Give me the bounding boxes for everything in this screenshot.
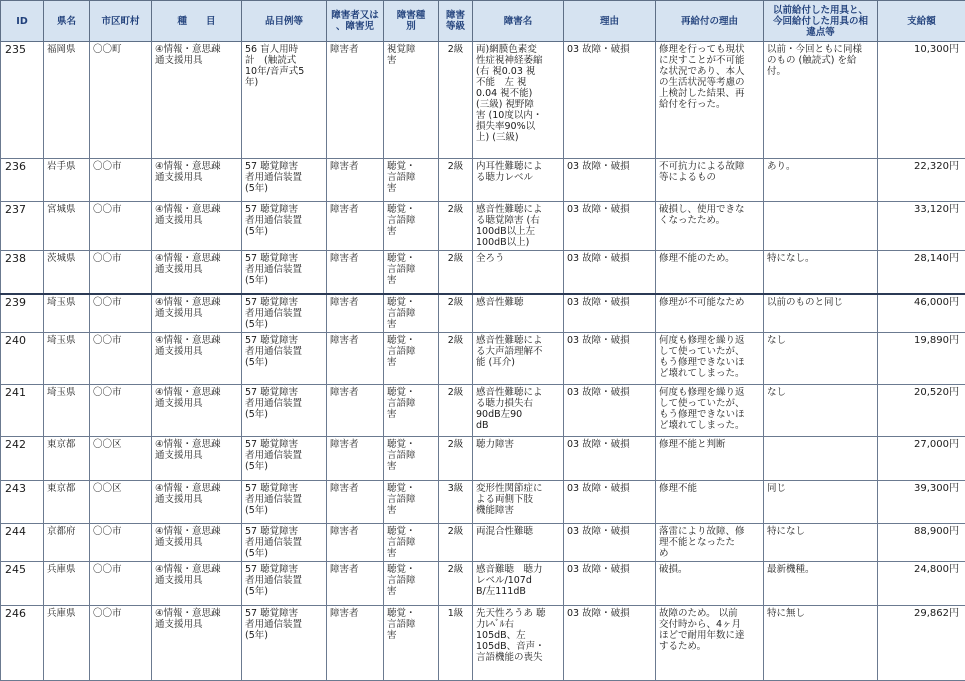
cell-item-example: 57 聴覚障害 者用通信装置 (5年)	[242, 332, 327, 384]
cell-item-example: 56 盲人用時 計 (触読式 10年/音声式5 年)	[242, 42, 327, 159]
cell-municipality: 〇〇市	[90, 159, 152, 202]
table-row	[1, 159, 965, 202]
cell-disability-type: 聴覚・ 言語障 害	[384, 436, 439, 480]
cell-municipality: 〇〇区	[90, 480, 152, 523]
table-row	[1, 605, 965, 680]
cell-person-type: 障害者	[327, 561, 384, 605]
cell-person-type: 障害者	[327, 294, 384, 333]
cell-reissue-reason: 落雷により故障、修 理不能となったた め	[656, 523, 764, 561]
cell-disability-type: 聴覚・ 言語障 害	[384, 384, 439, 436]
cell-prefecture: 京都府	[44, 523, 90, 561]
cell-disability-name: 聴力障害	[473, 436, 564, 480]
cell-item-example: 57 聴覚障害 者用通信装置 (5年)	[242, 202, 327, 251]
cell-difference: 特に無し	[764, 605, 878, 680]
cell-difference: 以前のものと同じ	[764, 294, 878, 333]
cell-id: 245	[1, 561, 44, 605]
cell-item-example: 57 聴覚障害 者用通信装置 (5年)	[242, 384, 327, 436]
table-row	[1, 251, 965, 294]
cell-prefecture: 宮城県	[44, 202, 90, 251]
cell-reason: 03 故障・破損	[564, 561, 656, 605]
cell-difference: 以前・今回ともに同様 のもの (触読式) を給 付。	[764, 42, 878, 159]
cell-municipality: 〇〇町	[90, 42, 152, 159]
table-row	[1, 332, 965, 384]
cell-reissue-reason: 何度も修理を繰り返 して使っていたが、 もう修理できないほ ど壊れてしまった。	[656, 384, 764, 436]
cell-reason: 03 故障・破損	[564, 42, 656, 159]
cell-reissue-reason: 修理不能	[656, 480, 764, 523]
cell-disability-grade: 2級	[439, 561, 473, 605]
cell-reason: 03 故障・破損	[564, 332, 656, 384]
cell-id: 244	[1, 523, 44, 561]
cell-reissue-reason: 修理を行っても現状 に戻すことが不可能 な状況であり、本人 の生活状況等考慮の 上検討した結果、再 給付を行った。	[656, 42, 764, 159]
cell-amount: 39,300円	[878, 480, 965, 523]
header-row	[1, 1, 965, 42]
cell-person-type: 障害者	[327, 159, 384, 202]
cell-disability-grade: 2級	[439, 294, 473, 333]
cell-reissue-reason: 修理不能のため。	[656, 251, 764, 294]
cell-disability-type: 聴覚・ 言語障 害	[384, 159, 439, 202]
cell-person-type: 障害者	[327, 384, 384, 436]
cell-difference	[764, 436, 878, 480]
cell-category: ④情報・意思疎 通支援用具	[152, 561, 242, 605]
cell-municipality: 〇〇市	[90, 294, 152, 333]
cell-disability-name: 感音性難聴	[473, 294, 564, 333]
cell-disability-name: 感音性難聴によ る大声語理解不 能 (耳介)	[473, 332, 564, 384]
cell-category: ④情報・意思疎 通支援用具	[152, 42, 242, 159]
table-row	[1, 384, 965, 436]
cell-disability-grade: 2級	[439, 384, 473, 436]
cell-reason: 03 故障・破損	[564, 251, 656, 294]
cell-person-type: 障害者	[327, 42, 384, 159]
cell-id: 240	[1, 332, 44, 384]
cell-id: 238	[1, 251, 44, 294]
cell-id: 241	[1, 384, 44, 436]
cell-amount: 46,000円	[878, 294, 965, 333]
cell-disability-name: 感音難聴 聴力 レベル/107d B/左111dB	[473, 561, 564, 605]
cell-disability-name: 両混合性難聴	[473, 523, 564, 561]
table-row	[1, 202, 965, 251]
cell-municipality: 〇〇市	[90, 251, 152, 294]
table-row	[1, 294, 965, 333]
cell-difference: なし	[764, 384, 878, 436]
cell-disability-grade: 2級	[439, 202, 473, 251]
cell-id: 237	[1, 202, 44, 251]
cell-reason: 03 故障・破損	[564, 480, 656, 523]
cell-person-type: 障害者	[327, 605, 384, 680]
cell-disability-grade: 2級	[439, 251, 473, 294]
table-row	[1, 480, 965, 523]
cell-prefecture: 東京都	[44, 480, 90, 523]
header-item-example: 品目例等	[242, 1, 327, 42]
cell-disability-type: 聴覚・ 言語障 害	[384, 294, 439, 333]
cell-prefecture: 福岡県	[44, 42, 90, 159]
header-difference: 以前給付した用具と、 今回給付した用具の相 違点等	[764, 1, 878, 42]
header-prefecture: 県名	[44, 1, 90, 42]
cell-item-example: 57 聴覚障害 者用通信装置 (5年)	[242, 523, 327, 561]
cell-amount: 29,862円	[878, 605, 965, 680]
cell-municipality: 〇〇市	[90, 202, 152, 251]
cell-municipality: 〇〇市	[90, 605, 152, 680]
cell-disability-grade: 2級	[439, 436, 473, 480]
cell-prefecture: 兵庫県	[44, 605, 90, 680]
header-category: 種 目	[152, 1, 242, 42]
cell-disability-name: 内耳性難聴によ る聴力レベル	[473, 159, 564, 202]
cell-amount: 27,000円	[878, 436, 965, 480]
cell-reissue-reason: 修理不能と判断	[656, 436, 764, 480]
header-reason: 理由	[564, 1, 656, 42]
cell-reissue-reason: 破損。	[656, 561, 764, 605]
cell-item-example: 57 聴覚障害 者用通信装置 (5年)	[242, 251, 327, 294]
cell-disability-name: 感音性難聴によ る聴覚障害 (右 100dB以上左 100dB以上)	[473, 202, 564, 251]
table-row	[1, 436, 965, 480]
cell-reissue-reason: 何度も修理を繰り返 して使っていたが、 もう修理できないほ ど壊れてしまった。	[656, 332, 764, 384]
cell-item-example: 57 聴覚障害 者用通信装置 (5年)	[242, 436, 327, 480]
cell-amount: 22,320円	[878, 159, 965, 202]
cell-municipality: 〇〇市	[90, 384, 152, 436]
cell-disability-type: 聴覚・ 言語障 害	[384, 523, 439, 561]
cell-disability-name: 全ろう	[473, 251, 564, 294]
cell-prefecture: 兵庫県	[44, 561, 90, 605]
cell-category: ④情報・意思疎 通支援用具	[152, 436, 242, 480]
cell-id: 242	[1, 436, 44, 480]
cell-amount: 20,520円	[878, 384, 965, 436]
cell-difference	[764, 202, 878, 251]
header-disability-type: 障害種 別	[384, 1, 439, 42]
cell-id: 235	[1, 42, 44, 159]
cell-item-example: 57 聴覚障害 者用通信装置 (5年)	[242, 294, 327, 333]
cell-person-type: 障害者	[327, 480, 384, 523]
cell-reason: 03 故障・破損	[564, 294, 656, 333]
cell-disability-name: 変形性関節症に よる両側下肢 機能障害	[473, 480, 564, 523]
cell-difference: 最新機種。	[764, 561, 878, 605]
cell-difference: 特になし	[764, 523, 878, 561]
header-municipality: 市区町村	[90, 1, 152, 42]
cell-amount: 88,900円	[878, 523, 965, 561]
table-row	[1, 42, 965, 159]
cell-prefecture: 埼玉県	[44, 294, 90, 333]
cell-category: ④情報・意思疎 通支援用具	[152, 480, 242, 523]
cell-disability-type: 聴覚・ 言語障 害	[384, 251, 439, 294]
cell-disability-grade: 2級	[439, 332, 473, 384]
cell-reason: 03 故障・破損	[564, 523, 656, 561]
cell-item-example: 57 聴覚障害 者用通信装置 (5年)	[242, 605, 327, 680]
cell-disability-type: 聴覚・ 言語障 害	[384, 480, 439, 523]
cell-item-example: 57 聴覚障害 者用通信装置 (5年)	[242, 561, 327, 605]
cell-id: 243	[1, 480, 44, 523]
cell-disability-name: 両)網膜色素変 性症視神経萎縮 (右 視0.03 視 不能 左 視 0.04 視不能) (三級) 視野障 害 (10度以内・ 損失率90%以 上) (三級)	[473, 42, 564, 159]
header-reissue-reason: 再給付の理由	[656, 1, 764, 42]
cell-reissue-reason: 不可抗力による故障 等によるもの	[656, 159, 764, 202]
cell-category: ④情報・意思疎 通支援用具	[152, 159, 242, 202]
cell-difference: なし	[764, 332, 878, 384]
cell-disability-type: 聴覚・ 言語障 害	[384, 561, 439, 605]
cell-id: 239	[1, 294, 44, 333]
cell-disability-grade: 2級	[439, 42, 473, 159]
cell-amount: 10,300円	[878, 42, 965, 159]
header-id: ID	[1, 1, 44, 42]
cell-person-type: 障害者	[327, 251, 384, 294]
cell-amount: 33,120円	[878, 202, 965, 251]
cell-disability-type: 視覚障 害	[384, 42, 439, 159]
cell-disability-grade: 2級	[439, 523, 473, 561]
cell-municipality: 〇〇市	[90, 332, 152, 384]
cell-disability-grade: 1級	[439, 605, 473, 680]
header-disability-grade: 障害 等級	[439, 1, 473, 42]
cell-prefecture: 東京都	[44, 436, 90, 480]
cell-amount: 24,800円	[878, 561, 965, 605]
cell-reason: 03 故障・破損	[564, 436, 656, 480]
cell-reason: 03 故障・破損	[564, 605, 656, 680]
cell-municipality: 〇〇市	[90, 561, 152, 605]
table-row	[1, 523, 965, 561]
cell-category: ④情報・意思疎 通支援用具	[152, 294, 242, 333]
cell-reissue-reason: 修理が不可能なため	[656, 294, 764, 333]
cell-prefecture: 岩手県	[44, 159, 90, 202]
cell-reason: 03 故障・破損	[564, 159, 656, 202]
cell-prefecture: 埼玉県	[44, 384, 90, 436]
cell-person-type: 障害者	[327, 332, 384, 384]
cell-reissue-reason: 故障のため。 以前 交付時から、4ヶ月 ほどで耐用年数に達 するため。	[656, 605, 764, 680]
cell-disability-grade: 3級	[439, 480, 473, 523]
table-row	[1, 561, 965, 605]
cell-amount: 19,890円	[878, 332, 965, 384]
cell-person-type: 障害者	[327, 523, 384, 561]
cell-person-type: 障害者	[327, 202, 384, 251]
cell-prefecture: 茨城県	[44, 251, 90, 294]
cell-disability-name: 感音性難聴によ る聴力損失右 90dB左90 dB	[473, 384, 564, 436]
cell-difference: 同じ	[764, 480, 878, 523]
cell-person-type: 障害者	[327, 436, 384, 480]
header-amount: 支給額	[878, 1, 965, 42]
cell-category: ④情報・意思疎 通支援用具	[152, 332, 242, 384]
cell-category: ④情報・意思疎 通支援用具	[152, 384, 242, 436]
cell-difference: 特になし。	[764, 251, 878, 294]
cell-disability-name: 先天性ろうあ 聴 力ﾚﾍﾞﾙ右 105dB、左 105dB、音声・ 言語機能の喪失	[473, 605, 564, 680]
cell-item-example: 57 聴覚障害 者用通信装置 (5年)	[242, 159, 327, 202]
cell-amount: 28,140円	[878, 251, 965, 294]
cell-id: 246	[1, 605, 44, 680]
cell-category: ④情報・意思疎 通支援用具	[152, 523, 242, 561]
cell-id: 236	[1, 159, 44, 202]
cell-disability-type: 聴覚・ 言語障 害	[384, 202, 439, 251]
cell-disability-type: 聴覚・ 言語障 害	[384, 605, 439, 680]
cell-municipality: 〇〇区	[90, 436, 152, 480]
cell-disability-type: 聴覚・ 言語障 害	[384, 332, 439, 384]
cell-reissue-reason: 破損し、使用できな くなったため。	[656, 202, 764, 251]
header-person-type: 障害者又は 、障害児	[327, 1, 384, 42]
cell-reason: 03 故障・破損	[564, 202, 656, 251]
header-disability-name: 障害名	[473, 1, 564, 42]
cell-disability-grade: 2級	[439, 159, 473, 202]
cell-prefecture: 埼玉県	[44, 332, 90, 384]
cell-category: ④情報・意思疎 通支援用具	[152, 202, 242, 251]
cell-item-example: 57 聴覚障害 者用通信装置 (5年)	[242, 480, 327, 523]
cell-difference: あり。	[764, 159, 878, 202]
cell-category: ④情報・意思疎 通支援用具	[152, 605, 242, 680]
cell-category: ④情報・意思疎 通支援用具	[152, 251, 242, 294]
cell-reason: 03 故障・破損	[564, 384, 656, 436]
cell-municipality: 〇〇市	[90, 523, 152, 561]
